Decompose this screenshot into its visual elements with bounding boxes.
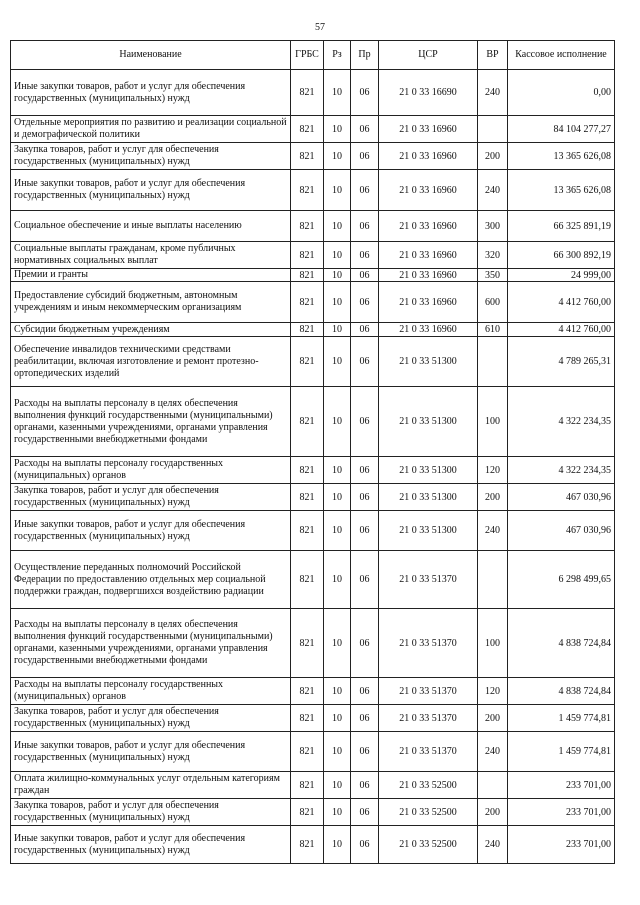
row-pr: 06 (351, 484, 379, 511)
row-pr: 06 (351, 705, 379, 732)
row-pr: 06 (351, 511, 379, 551)
column-header-rz: Рз (324, 41, 351, 70)
table-header-row (11, 41, 615, 70)
row-csr: 21 0 33 52500 (379, 772, 478, 799)
column-header-pr: Пр (351, 41, 379, 70)
row-amount: 4 412 760,00 (508, 323, 615, 337)
table-row (11, 511, 615, 551)
table-row (11, 484, 615, 511)
row-csr: 21 0 33 51370 (379, 732, 478, 772)
row-amount: 24 999,00 (508, 269, 615, 282)
row-csr: 21 0 33 16960 (379, 143, 478, 170)
row-amount: 4 838 724,84 (508, 678, 615, 705)
row-rz: 10 (324, 170, 351, 211)
row-csr: 21 0 33 16690 (379, 70, 478, 116)
row-amount: 0,00 (508, 70, 615, 116)
row-rz: 10 (324, 143, 351, 170)
row-grbs: 821 (291, 551, 324, 609)
row-vr: 240 (478, 70, 508, 116)
row-rz: 10 (324, 551, 351, 609)
row-csr: 21 0 33 51370 (379, 551, 478, 609)
row-vr: 200 (478, 143, 508, 170)
row-grbs: 821 (291, 511, 324, 551)
row-pr: 06 (351, 609, 379, 678)
row-amount: 4 789 265,31 (508, 337, 615, 387)
row-amount: 233 701,00 (508, 826, 615, 864)
row-grbs: 821 (291, 269, 324, 282)
table-row (11, 678, 615, 705)
row-grbs: 821 (291, 170, 324, 211)
row-grbs: 821 (291, 799, 324, 826)
row-name: Расходы на выплаты персоналу в целях обеспечения выполнения функций государственными (муниципальными) органами, казенными учреждениями, органами управления государственными внебюджетными фондами (11, 609, 291, 678)
row-vr: 100 (478, 387, 508, 457)
table-row (11, 143, 615, 170)
row-rz: 10 (324, 511, 351, 551)
row-pr: 06 (351, 732, 379, 772)
row-name: Социальные выплаты гражданам, кроме публичных нормативных социальных выплат (11, 242, 291, 269)
row-rz: 10 (324, 732, 351, 772)
row-name: Субсидии бюджетным учреждениям (11, 323, 291, 337)
row-amount: 6 298 499,65 (508, 551, 615, 609)
row-csr: 21 0 33 16960 (379, 170, 478, 211)
row-grbs: 821 (291, 116, 324, 143)
row-amount: 66 300 892,19 (508, 242, 615, 269)
row-csr: 21 0 33 16960 (379, 323, 478, 337)
row-grbs: 821 (291, 705, 324, 732)
table-row (11, 323, 615, 337)
table-row (11, 269, 615, 282)
row-csr: 21 0 33 51370 (379, 705, 478, 732)
column-header-vr: ВР (478, 41, 508, 70)
column-header-grbs: ГРБС (291, 41, 324, 70)
row-grbs: 821 (291, 772, 324, 799)
row-vr (478, 337, 508, 387)
row-amount: 1 459 774,81 (508, 732, 615, 772)
row-name: Расходы на выплаты персоналу государственных (муниципальных) органов (11, 457, 291, 484)
row-grbs: 821 (291, 242, 324, 269)
row-csr: 21 0 33 16960 (379, 116, 478, 143)
row-pr: 06 (351, 799, 379, 826)
row-rz: 10 (324, 323, 351, 337)
row-rz: 10 (324, 387, 351, 457)
table-row (11, 826, 615, 864)
row-rz: 10 (324, 609, 351, 678)
row-name: Иные закупки товаров, работ и услуг для обеспечения государственных (муниципальных) нужд (11, 511, 291, 551)
row-csr: 21 0 33 51300 (379, 511, 478, 551)
row-pr: 06 (351, 678, 379, 705)
row-name: Предоставление субсидий бюджетным, автономным учреждениям и иным некоммерческим организациям (11, 282, 291, 323)
row-grbs: 821 (291, 732, 324, 772)
table-row (11, 70, 615, 116)
row-pr: 06 (351, 826, 379, 864)
row-rz: 10 (324, 705, 351, 732)
table-row (11, 799, 615, 826)
row-pr: 06 (351, 269, 379, 282)
row-vr: 240 (478, 826, 508, 864)
row-pr: 06 (351, 387, 379, 457)
row-amount: 4 322 234,35 (508, 387, 615, 457)
row-vr: 350 (478, 269, 508, 282)
row-vr: 240 (478, 511, 508, 551)
table-row (11, 772, 615, 799)
row-name: Осуществление переданных полномочий Российской Федерации по предоставлению отдельных мер социальной поддержки граждан, подвергшихся воздействию радиации (11, 551, 291, 609)
row-grbs: 821 (291, 282, 324, 323)
row-amount: 467 030,96 (508, 484, 615, 511)
row-grbs: 821 (291, 457, 324, 484)
row-name: Социальное обеспечение и иные выплаты населению (11, 211, 291, 242)
row-rz: 10 (324, 211, 351, 242)
table-row (11, 337, 615, 387)
row-vr: 600 (478, 282, 508, 323)
row-csr: 21 0 33 51370 (379, 609, 478, 678)
row-grbs: 821 (291, 337, 324, 387)
row-pr: 06 (351, 282, 379, 323)
row-grbs: 821 (291, 70, 324, 116)
row-grbs: 821 (291, 678, 324, 705)
row-amount: 13 365 626,08 (508, 170, 615, 211)
table-row (11, 457, 615, 484)
row-vr (478, 116, 508, 143)
table-row (11, 705, 615, 732)
row-csr: 21 0 33 51370 (379, 678, 478, 705)
row-amount: 4 412 760,00 (508, 282, 615, 323)
row-grbs: 821 (291, 211, 324, 242)
row-amount: 4 838 724,84 (508, 609, 615, 678)
table-row (11, 551, 615, 609)
table-row (11, 170, 615, 211)
row-vr: 120 (478, 678, 508, 705)
table-row (11, 732, 615, 772)
column-header-csr: ЦСР (379, 41, 478, 70)
row-amount: 467 030,96 (508, 511, 615, 551)
row-amount: 233 701,00 (508, 772, 615, 799)
column-header-amount: Кассовое исполнение (508, 41, 615, 70)
row-name: Отдельные мероприятия по развитию и реализации социальной и демографической политики (11, 116, 291, 143)
row-pr: 06 (351, 323, 379, 337)
row-vr: 240 (478, 170, 508, 211)
row-name: Закупка товаров, работ и услуг для обеспечения государственных (муниципальных) нужд (11, 143, 291, 170)
row-grbs: 821 (291, 609, 324, 678)
row-name: Закупка товаров, работ и услуг для обеспечения государственных (муниципальных) нужд (11, 705, 291, 732)
row-name: Оплата жилищно-коммунальных услуг отдельным категориям граждан (11, 772, 291, 799)
row-pr: 06 (351, 337, 379, 387)
row-name: Иные закупки товаров, работ и услуг для обеспечения государственных (муниципальных) нужд (11, 732, 291, 772)
table-row (11, 282, 615, 323)
row-pr: 06 (351, 170, 379, 211)
row-pr: 06 (351, 143, 379, 170)
row-amount: 13 365 626,08 (508, 143, 615, 170)
row-csr: 21 0 33 52500 (379, 826, 478, 864)
row-vr: 200 (478, 484, 508, 511)
row-vr (478, 551, 508, 609)
row-vr: 120 (478, 457, 508, 484)
row-csr: 21 0 33 52500 (379, 799, 478, 826)
row-amount: 84 104 277,27 (508, 116, 615, 143)
row-name: Расходы на выплаты персоналу государственных (муниципальных) органов (11, 678, 291, 705)
row-csr: 21 0 33 51300 (379, 387, 478, 457)
row-rz: 10 (324, 116, 351, 143)
row-vr: 100 (478, 609, 508, 678)
row-amount: 1 459 774,81 (508, 705, 615, 732)
table-row (11, 609, 615, 678)
table-row (11, 116, 615, 143)
row-pr: 06 (351, 551, 379, 609)
row-amount: 233 701,00 (508, 799, 615, 826)
column-header-name: Наименование (11, 41, 291, 70)
row-csr: 21 0 33 16960 (379, 282, 478, 323)
row-pr: 06 (351, 772, 379, 799)
row-csr: 21 0 33 16960 (379, 211, 478, 242)
row-vr: 200 (478, 705, 508, 732)
row-grbs: 821 (291, 143, 324, 170)
row-name: Закупка товаров, работ и услуг для обеспечения государственных (муниципальных) нужд (11, 484, 291, 511)
row-vr (478, 772, 508, 799)
row-rz: 10 (324, 484, 351, 511)
row-rz: 10 (324, 282, 351, 323)
row-pr: 06 (351, 70, 379, 116)
row-grbs: 821 (291, 387, 324, 457)
row-name: Иные закупки товаров, работ и услуг для обеспечения государственных (муниципальных) нужд (11, 170, 291, 211)
row-rz: 10 (324, 772, 351, 799)
row-pr: 06 (351, 242, 379, 269)
row-rz: 10 (324, 678, 351, 705)
row-pr: 06 (351, 211, 379, 242)
row-name: Обеспечение инвалидов техническими средствами реабилитации, включая изготовление и ремонт протезно-ортопедических изделий (11, 337, 291, 387)
row-vr: 300 (478, 211, 508, 242)
row-rz: 10 (324, 799, 351, 826)
table-row (11, 387, 615, 457)
row-csr: 21 0 33 16960 (379, 242, 478, 269)
table-row (11, 211, 615, 242)
row-vr: 240 (478, 732, 508, 772)
row-rz: 10 (324, 242, 351, 269)
row-rz: 10 (324, 269, 351, 282)
page-number: 57 (315, 22, 325, 33)
row-csr: 21 0 33 16960 (379, 269, 478, 282)
row-rz: 10 (324, 337, 351, 387)
row-name: Иные закупки товаров, работ и услуг для обеспечения государственных (муниципальных) нужд (11, 826, 291, 864)
row-grbs: 821 (291, 484, 324, 511)
row-vr: 320 (478, 242, 508, 269)
budget-execution-table (10, 40, 615, 864)
row-amount: 4 322 234,35 (508, 457, 615, 484)
row-csr: 21 0 33 51300 (379, 457, 478, 484)
row-csr: 21 0 33 51300 (379, 337, 478, 387)
row-rz: 10 (324, 826, 351, 864)
row-vr: 610 (478, 323, 508, 337)
row-rz: 10 (324, 457, 351, 484)
row-grbs: 821 (291, 323, 324, 337)
row-pr: 06 (351, 116, 379, 143)
row-rz: 10 (324, 70, 351, 116)
row-name: Расходы на выплаты персоналу в целях обеспечения выполнения функций государственными (муниципальными) органами, казенными учреждениями, органами управления государственными внебюджетными фондами (11, 387, 291, 457)
row-amount: 66 325 891,19 (508, 211, 615, 242)
row-pr: 06 (351, 457, 379, 484)
row-grbs: 821 (291, 826, 324, 864)
row-name: Иные закупки товаров, работ и услуг для обеспечения государственных (муниципальных) нужд (11, 70, 291, 116)
table-row (11, 242, 615, 269)
row-vr: 200 (478, 799, 508, 826)
row-csr: 21 0 33 51300 (379, 484, 478, 511)
row-name: Закупка товаров, работ и услуг для обеспечения государственных (муниципальных) нужд (11, 799, 291, 826)
row-name: Премии и гранты (11, 269, 291, 282)
